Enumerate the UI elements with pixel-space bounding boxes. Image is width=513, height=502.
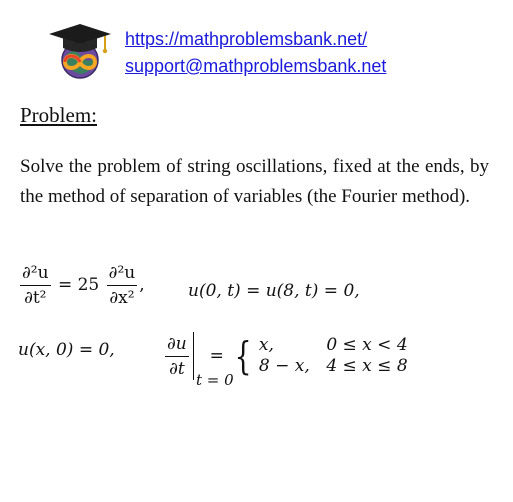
case-2-expression: 8 − x, <box>258 356 310 376</box>
coefficient: = 25 <box>57 275 100 295</box>
velocity-fraction <box>165 334 189 379</box>
rhs-numerator: ∂²u <box>107 263 138 286</box>
support-email-link[interactable]: support@mathproblemsbank.net <box>125 56 387 76</box>
case-2-condition: 4 ≤ x ≤ 8 <box>326 356 408 376</box>
problem-statement: Solve the problem of string oscillations, fixed at the ends, by the method of separation of variables (the Fourier method). <box>20 156 489 207</box>
boundary-conditions: u(0, t) = u(8, t) = 0, <box>188 281 360 301</box>
lhs-denominator: ∂t² <box>24 288 47 308</box>
graduation-cap-infinity-globe-icon <box>45 18 115 83</box>
evaluation-bar <box>193 332 195 380</box>
initial-position-condition: u(x, 0) = 0, <box>18 340 115 360</box>
piecewise-cases <box>259 335 408 377</box>
problem-heading: Problem: <box>20 103 97 127</box>
header-links <box>125 26 386 80</box>
rhs-denominator: ∂x² <box>109 288 135 308</box>
equals-sign: = <box>209 346 224 366</box>
lhs-numerator: ∂²u <box>20 263 51 286</box>
velocity-numerator: ∂u <box>165 334 189 357</box>
rhs-fraction <box>107 263 138 308</box>
left-brace: { <box>234 334 252 378</box>
case-1-expression: x, <box>258 335 274 355</box>
evaluation-subscript: t = 0 <box>196 371 234 389</box>
case-row-2 <box>259 356 408 377</box>
pde-comma: , <box>139 275 145 295</box>
initial-velocity-condition <box>163 332 408 389</box>
case-row-1 <box>259 335 408 356</box>
case-1-condition: 0 ≤ x < 4 <box>326 335 408 355</box>
velocity-denominator: ∂t <box>169 358 185 379</box>
website-link[interactable]: https://mathproblemsbank.net/ <box>125 29 368 49</box>
lhs-fraction <box>20 263 51 308</box>
wave-equation <box>18 263 145 308</box>
